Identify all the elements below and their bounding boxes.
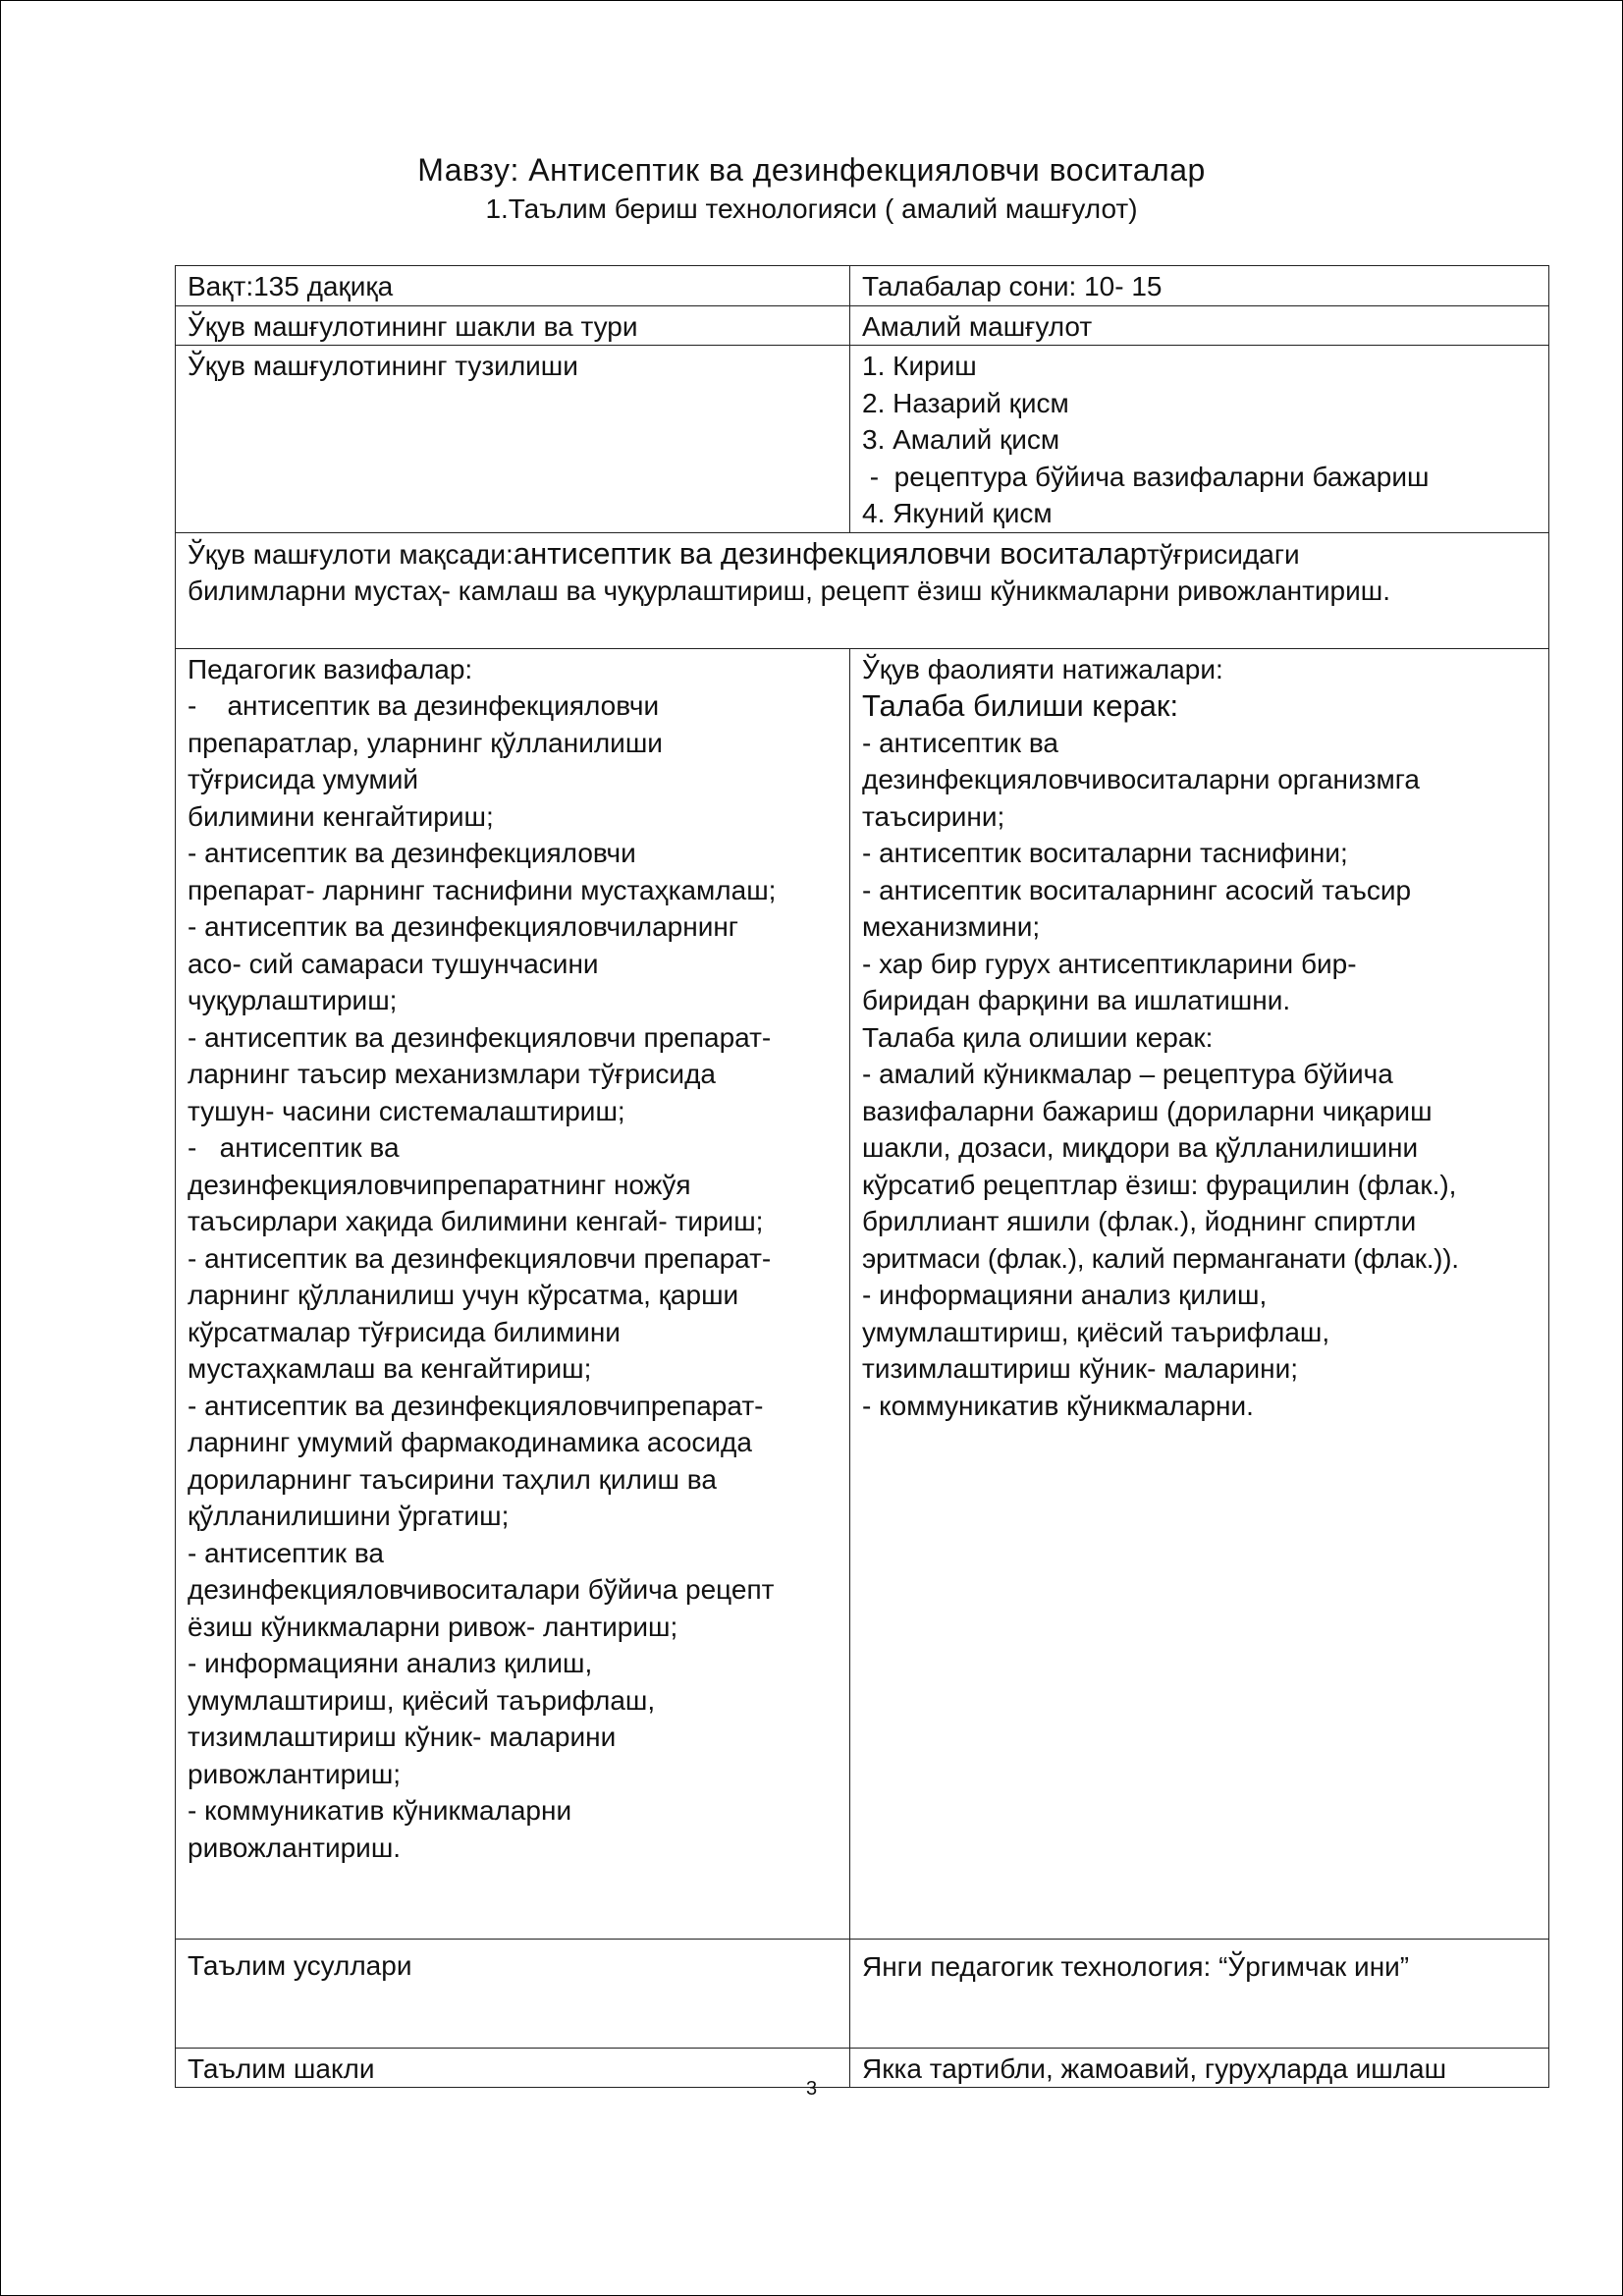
teaching-form-label: Таълим шакли bbox=[176, 2048, 850, 2088]
pedagogic-line: ривожлантириш. bbox=[188, 1831, 402, 1863]
pedagogic-line: - антисептик ва дезинфекцияловчи препарат- bbox=[188, 1242, 772, 1274]
outcomes-heading: Ўқув фаолияти натижалари: bbox=[862, 653, 1223, 684]
structure-label: Ўқув машғулотининг тузилиши bbox=[176, 346, 850, 533]
document-title: Мавзу: Антисептик ва дезинфекцияловчи воситалар bbox=[417, 152, 1206, 188]
outcome-line: - амалий кўникмалар – рецептура бўйича bbox=[862, 1059, 1393, 1089]
methods-value: Янги педагогик технология: “Ўргимчак ини” bbox=[850, 1939, 1549, 2048]
lesson-goal-line-2: билимларни мустаҳ- камлаш ва чуқурлаштириш, рецепт ёзиш кўникмаларни ривожлантириш. bbox=[188, 575, 1391, 606]
form-type-label: Ўқув машғулотининг шакли ва тури bbox=[176, 305, 850, 346]
pedagogic-line: ларнинг таъсир механизмлари тўғрисида bbox=[188, 1059, 716, 1089]
pedagogic-line: асо- сий самараси тушунчасини bbox=[188, 948, 599, 979]
pedagogic-line: дориларнинг таъсирини таҳлил қилиш ва bbox=[188, 1463, 717, 1495]
pedagogic-line: - антисептик ва дезинфекцияловчи препарат- bbox=[188, 1021, 772, 1053]
list-item: 3. Амалий қисм bbox=[862, 424, 1060, 455]
structure-list bbox=[850, 346, 1549, 533]
pedagogic-line: кўрсатмалар тўғрисида билимини bbox=[188, 1316, 621, 1347]
page-number: 3 bbox=[805, 2078, 818, 2100]
pedagogic-tasks-cell bbox=[176, 648, 850, 1939]
pedagogic-line: - антисептик ва дезинфекцияловчи bbox=[188, 838, 636, 868]
pedagogic-line: - коммуникатив кўникмаларни bbox=[188, 1795, 572, 1826]
lesson-goal-cell bbox=[176, 532, 1549, 648]
outcome-line: таъсирини; bbox=[862, 800, 1005, 832]
outcomes-subheading: Талаба билиши керак: bbox=[862, 688, 1179, 723]
outcome-line: биридан фарқини ва ишлатишни. bbox=[862, 985, 1291, 1015]
table-row bbox=[176, 346, 1549, 533]
outcome-line: дезинфекцияловчивоситаларни организмга bbox=[862, 764, 1420, 794]
outcome-line: бриллиант яшили (флак.), йоднинг спиртли bbox=[862, 1206, 1417, 1236]
document-subtitle: 1.Таълим бериш технологияси ( амалий машғулот) bbox=[485, 193, 1138, 224]
pedagogic-line: ларнинг қўлланилиш учун кўрсатма, қарши bbox=[188, 1280, 739, 1310]
pedagogic-line: - антисептик ва дезинфекцияловчиларнинг bbox=[188, 911, 739, 942]
table-row bbox=[176, 1939, 1549, 2048]
outcome-line: - антисептик ва bbox=[862, 727, 1058, 758]
pedagogic-line: - антисептик ва дезинфекцияловчи bbox=[188, 690, 660, 721]
pedagogic-line: - антисептик ва bbox=[188, 1537, 384, 1568]
outcome-line: - хар бир гурух антисептикларини бир- bbox=[862, 948, 1357, 979]
outcome-line: умумлаштириш, қиёсий таърифлаш, bbox=[862, 1316, 1330, 1347]
table-row bbox=[176, 648, 1549, 1939]
list-item: 1. Кириш bbox=[862, 351, 977, 381]
pedagogic-line: ёзиш кўникмаларни ривож- лантириш; bbox=[188, 1611, 678, 1642]
list-item: 4. Якуний қисм bbox=[862, 498, 1053, 528]
outcome-line: - антисептик воситаларни таснифини; bbox=[862, 838, 1348, 868]
pedagogic-line: тўғрисида умумий bbox=[188, 764, 419, 794]
pedagogic-line: чуқурлаштириш; bbox=[188, 985, 398, 1015]
pedagogic-line: умумлаштириш, қиёсий таърифлаш, bbox=[188, 1684, 656, 1716]
pedagogic-line: - информацияни анализ қилиш, bbox=[188, 1648, 593, 1678]
pedagogic-line: тушун- часини системалаштириш; bbox=[188, 1095, 625, 1126]
pedagogic-line: таъсирлари хақида билимини кенгай- тириш; bbox=[188, 1206, 764, 1236]
lesson-plan-table bbox=[175, 265, 1549, 2088]
pedagogic-line: дезинфекцияловчипрепаратнинг ножўя bbox=[188, 1169, 691, 1200]
pedagogic-line: мустаҳкамлаш ва кенгайтириш; bbox=[188, 1353, 592, 1384]
outcome-line: механизмини; bbox=[862, 911, 1041, 942]
list-item: 2. Назарий қисм bbox=[862, 387, 1069, 418]
pedagogic-line: - антисептик ва дезинфекцияловчипрепарат- bbox=[188, 1390, 764, 1421]
outcome-line: - коммуникатив кўникмаларни. bbox=[862, 1390, 1254, 1421]
lesson-goal-line bbox=[188, 535, 1537, 574]
goal-lead: Ўқув машғулоти мақсади: bbox=[188, 538, 514, 570]
teaching-form-value: Якка тартибли, жамоавий, гуруҳларда ишлаш bbox=[850, 2048, 1549, 2088]
outcome-line: вазифаларни бажариш (дориларни чиқариш bbox=[862, 1095, 1433, 1126]
students-cell: Талабалар сони: 10- 15 bbox=[850, 266, 1549, 306]
list-item: - рецептура бўйича вазифаларни бажариш bbox=[862, 461, 1430, 492]
pedagogic-line: Педагогик вазифалар: bbox=[188, 653, 473, 684]
outcome-line: кўрсатиб рецептлар ёзиш: фурацилин (флак.), bbox=[862, 1169, 1457, 1200]
outcome-line: тизимлаштириш кўник- маларини; bbox=[862, 1353, 1299, 1384]
table-row bbox=[176, 305, 1549, 346]
table-row bbox=[176, 266, 1549, 306]
outcome-line: эритмаси (флак.), калий перманганати (флак.)). bbox=[862, 1242, 1459, 1274]
outcome-line: - информацияни анализ қилиш, bbox=[862, 1280, 1268, 1310]
outcome-line: Талаба қила олишии керак: bbox=[862, 1021, 1214, 1053]
pedagogic-line: ривожлантириш; bbox=[188, 1758, 402, 1789]
pedagogic-line: препарат- ларнинг таснифини мустаҳкамлаш; bbox=[188, 874, 777, 905]
form-type-value: Амалий машғулот bbox=[850, 305, 1549, 346]
learning-outcomes-cell bbox=[850, 648, 1549, 1939]
table-row bbox=[176, 532, 1549, 648]
methods-label: Таълим усуллари bbox=[176, 1939, 850, 2048]
pedagogic-line: - антисептик ва bbox=[188, 1132, 400, 1163]
pedagogic-line: тизимлаштириш кўник- маларини bbox=[188, 1722, 617, 1752]
pedagogic-line: билимини кенгайтириш; bbox=[188, 800, 494, 832]
pedagogic-line: қўлланилишини ўргатиш; bbox=[188, 1501, 510, 1531]
outcome-line: шакли, дозаси, миқдори ва қўлланилишини bbox=[862, 1132, 1419, 1163]
outcome-line: - антисептик воситаларнинг асосий таъсир bbox=[862, 874, 1412, 905]
goal-emphasis: антисептик ва дезинфекцияловчи воситалар bbox=[513, 535, 1148, 571]
time-cell: Вақт:135 дақиқа bbox=[176, 266, 850, 306]
pedagogic-line: дезинфекцияловчивоситалари бўйича рецепт bbox=[188, 1574, 775, 1605]
goal-rest: тўғрисидаги bbox=[1147, 538, 1300, 570]
pedagogic-line: препаратлар, уларнинг қўлланилиши bbox=[188, 727, 663, 758]
pedagogic-line: ларнинг умумий фармакодинамика асосида bbox=[188, 1427, 752, 1457]
